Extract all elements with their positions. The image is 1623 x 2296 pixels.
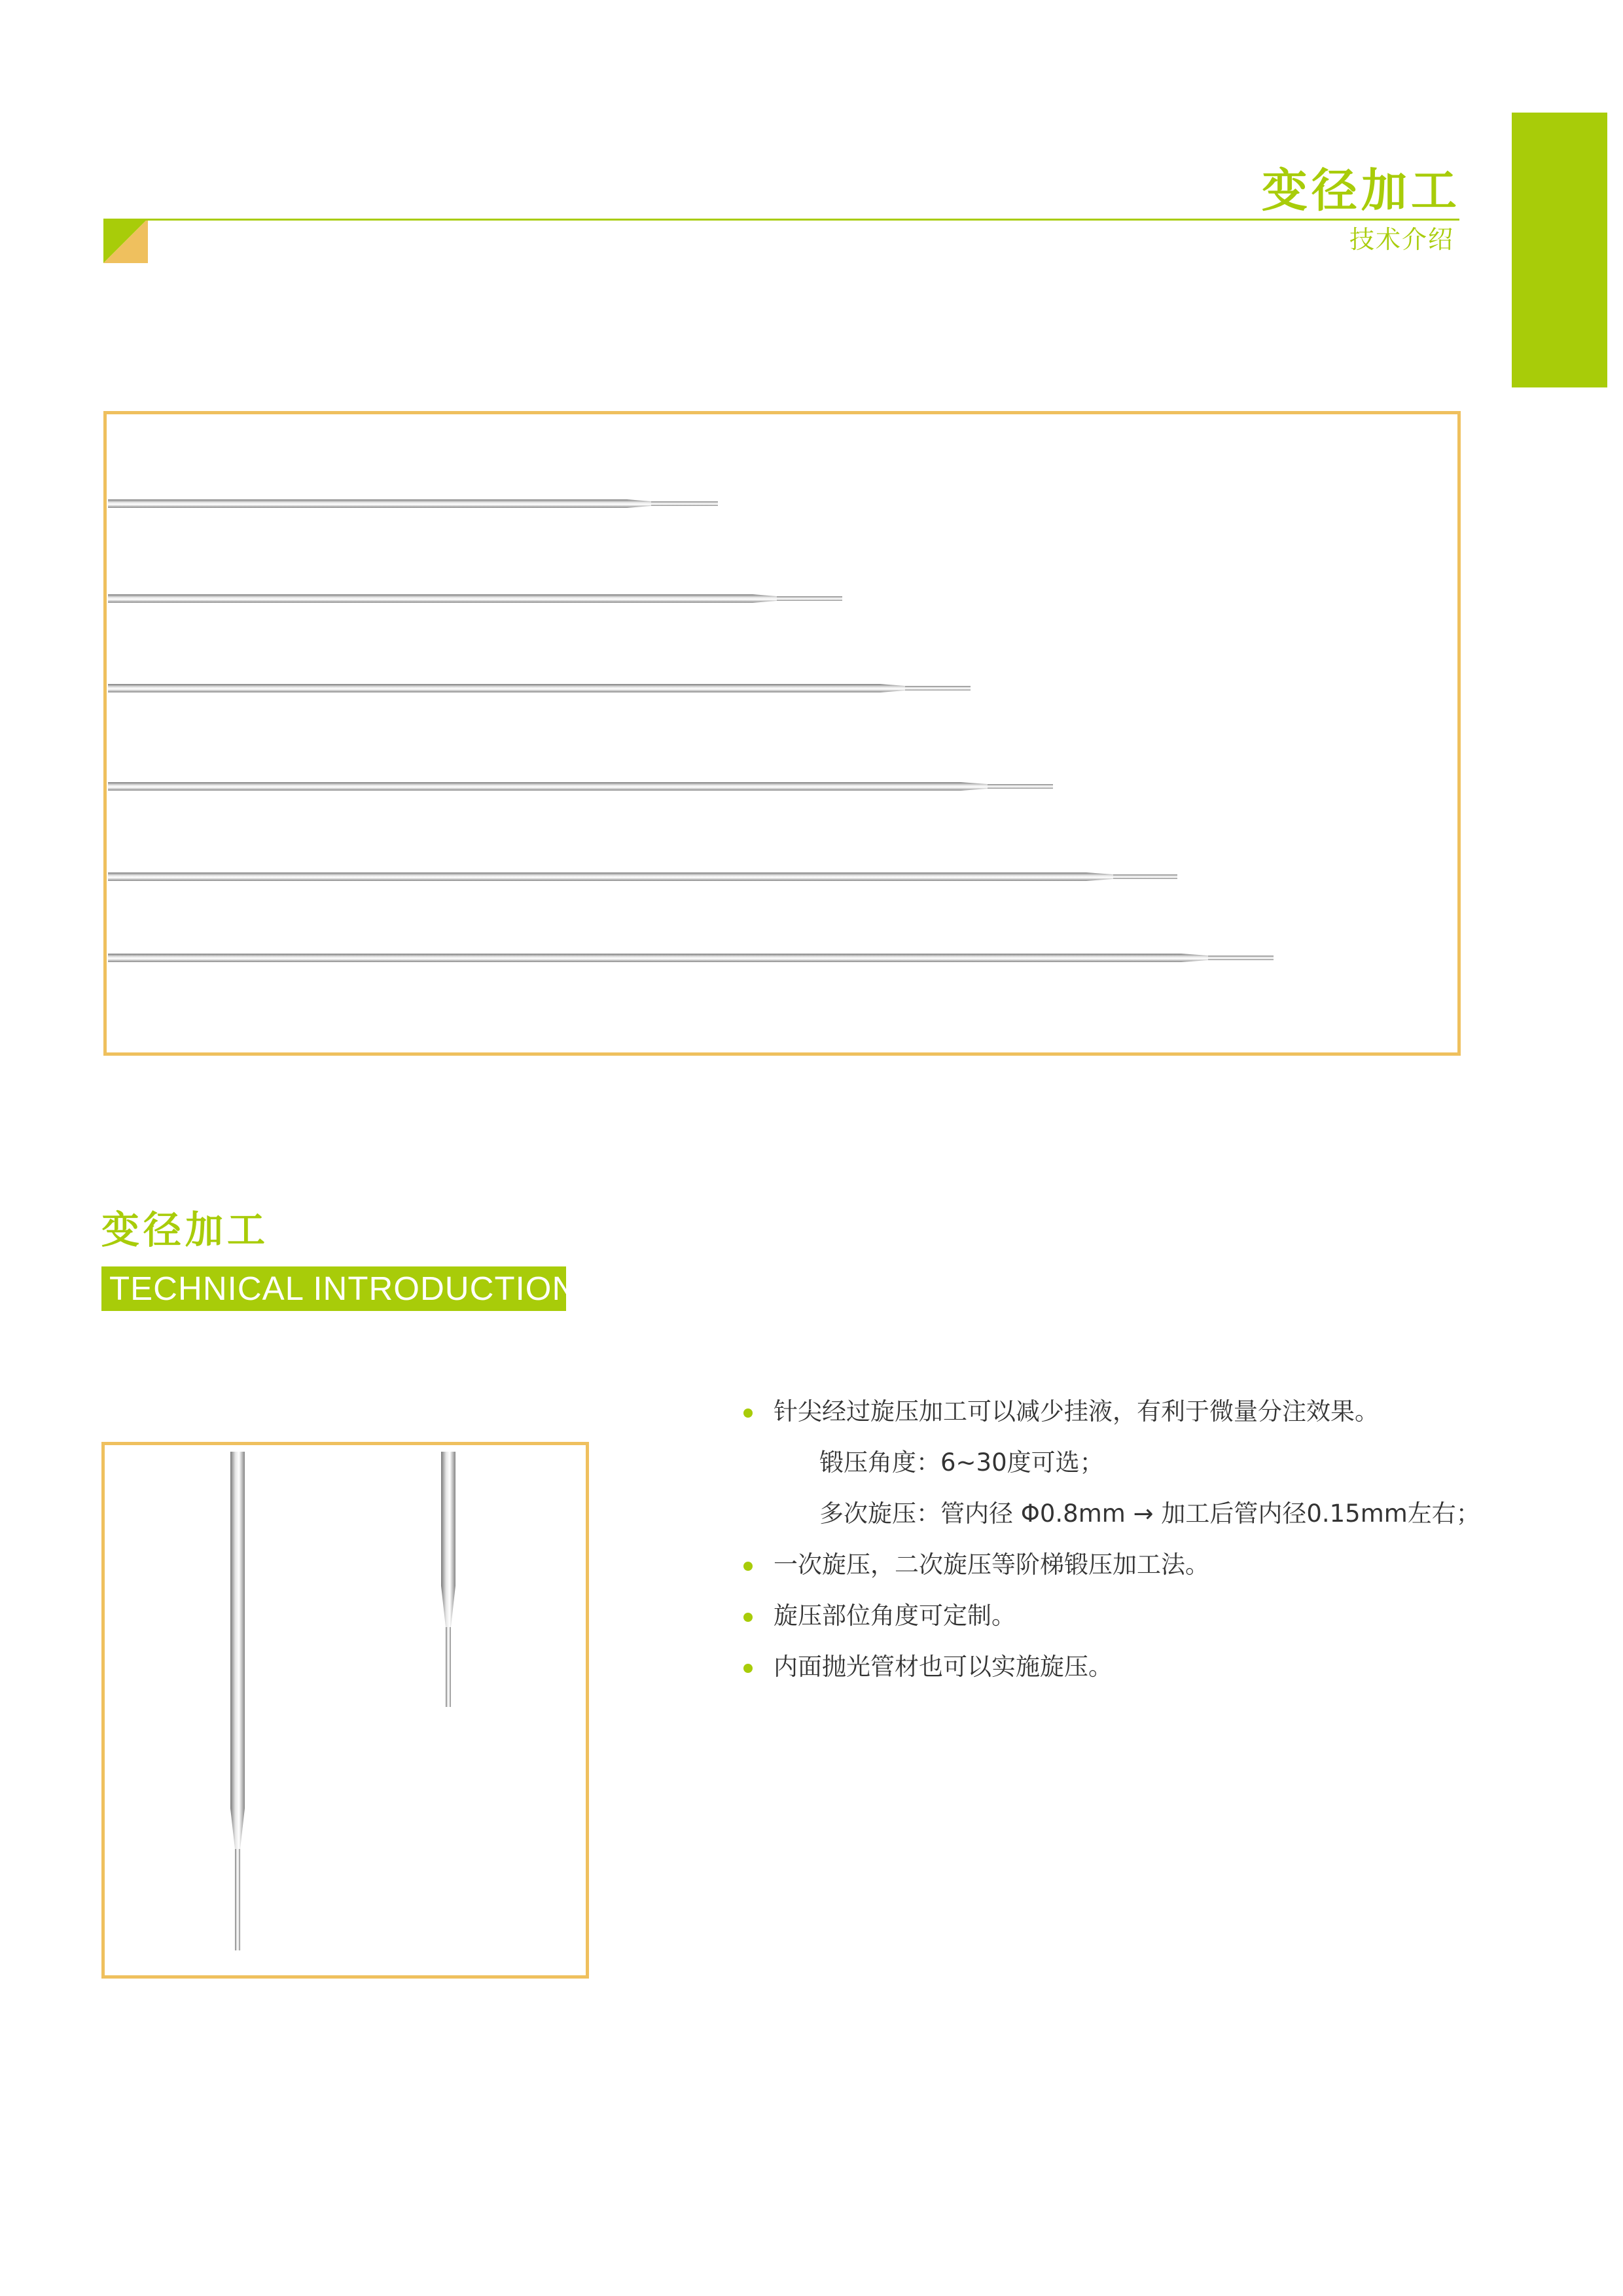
- corner-triangle-icon: [103, 219, 148, 263]
- needles-photo-frame: [103, 411, 1461, 1056]
- bullet-dot-icon: [743, 1613, 753, 1622]
- list-item: 内面抛光管材也可以实施旋压。: [740, 1651, 1525, 1683]
- bullet-dot-icon: [743, 1562, 753, 1571]
- short-needle: [441, 1452, 455, 1707]
- long-needle: [230, 1452, 245, 1950]
- list-item: 锻压角度：6~30度可选；: [819, 1448, 1104, 1477]
- needle-1: [108, 499, 718, 508]
- needle-2: [108, 594, 842, 603]
- section-band: TECHNICAL INTRODUCTION: [101, 1266, 566, 1311]
- list-item: 旋压部位角度可定制。: [740, 1600, 1525, 1632]
- needle-4: [108, 782, 1053, 791]
- side-tab-marker: [1512, 113, 1607, 387]
- list-item: 针尖经过旋压加工可以减少挂液，有利于微量分注效果。: [740, 1395, 1525, 1428]
- needle-closeup-frame: [101, 1442, 589, 1979]
- header-rule: [134, 219, 1459, 221]
- bullet-dot-icon: [743, 1408, 753, 1418]
- bullet-dot-icon: [743, 1664, 753, 1673]
- needle-closeup-photo: [105, 1445, 586, 1975]
- section-title: 变径加工: [101, 1208, 270, 1252]
- list-item: 多次旋压：管内径 Φ0.8mm → 加工后管内径0.15mm左右；: [819, 1499, 1480, 1528]
- needle-5: [108, 872, 1177, 881]
- page-title: 变径加工: [1262, 164, 1461, 217]
- feature-list: [740, 1395, 1525, 1683]
- needle-3: [108, 684, 971, 692]
- page-subtitle: 技术介绍: [1349, 225, 1454, 254]
- needle-6: [108, 954, 1274, 962]
- tapered-needles-photo: [107, 414, 1457, 1052]
- list-item: 一次旋压，二次旋压等阶梯锻压加工法。: [740, 1549, 1525, 1581]
